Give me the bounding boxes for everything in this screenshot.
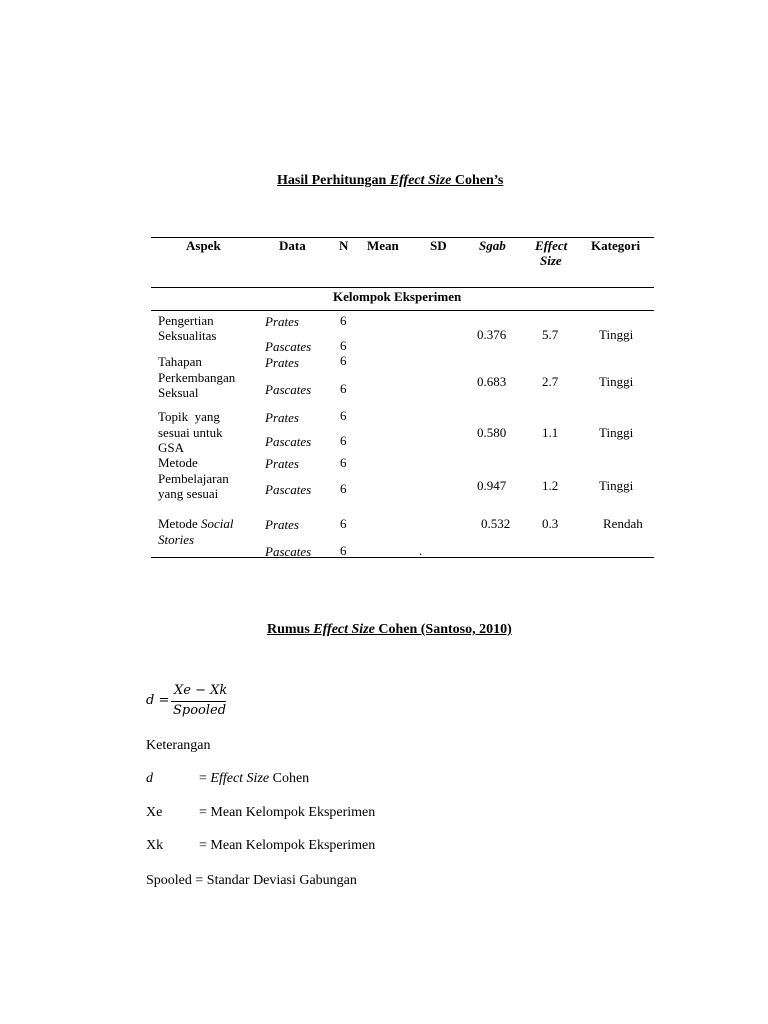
row1-n-prates: 6 bbox=[340, 313, 347, 328]
header-sd: SD bbox=[430, 238, 447, 253]
def-xk-text: = Mean Kelompok Eksperimen bbox=[199, 838, 376, 853]
row2-prates: Prates bbox=[265, 355, 299, 370]
row3-n-pascates: 6 bbox=[340, 433, 347, 448]
row3-n-prates: 6 bbox=[340, 408, 347, 423]
header-bottom-rule bbox=[151, 287, 654, 288]
row2-aspek-2: Perkembangan bbox=[158, 370, 236, 385]
def-d-term: d bbox=[146, 771, 153, 786]
header-sgab: Sgab bbox=[479, 238, 506, 253]
row3-aspek-1: Topik yang bbox=[158, 409, 220, 424]
header-data: Data bbox=[279, 238, 306, 253]
row3-prates: Prates bbox=[265, 410, 299, 425]
row5-trailing-mark: . bbox=[419, 543, 423, 558]
row2-n-pascates: 6 bbox=[340, 381, 347, 396]
row5-sgab: 0.532 bbox=[481, 516, 511, 531]
row4-pascates: Pascates bbox=[265, 482, 312, 497]
row4-n-prates: 6 bbox=[340, 455, 347, 470]
row1-aspek-1: Pengertian bbox=[158, 313, 214, 328]
header-mean: Mean bbox=[367, 238, 399, 253]
row3-sgab: 0.580 bbox=[477, 425, 507, 440]
row1-aspek-2: Seksualitas bbox=[158, 328, 217, 343]
row4-n-pascates: 6 bbox=[340, 481, 347, 496]
def-spooled: Spooled = Standar Deviasi Gabungan bbox=[146, 873, 357, 888]
formula-title: Rumus Effect Size Cohen (Santoso, 2010) bbox=[267, 622, 512, 637]
row4-aspek-1: Metode bbox=[158, 455, 198, 470]
row3-pascates: Pascates bbox=[265, 434, 312, 449]
row4-aspek-2: Pembelajaran bbox=[158, 471, 229, 486]
row2-sgab: 0.683 bbox=[477, 374, 507, 389]
row2-aspek-3: Seksual bbox=[158, 385, 199, 400]
group-label: Kelompok Eksperimen bbox=[333, 289, 462, 304]
header-kategori: Kategori bbox=[591, 238, 641, 253]
row4-kategori: Tinggi bbox=[599, 478, 634, 493]
keterangan-label: Keterangan bbox=[146, 738, 211, 753]
row4-effect-size: 1.2 bbox=[542, 478, 559, 493]
row5-aspek-1: Metode Social bbox=[158, 516, 234, 531]
row2-aspek-1: Tahapan bbox=[158, 354, 202, 369]
formula-denominator: Spooled bbox=[173, 703, 227, 718]
row5-n-prates: 6 bbox=[340, 516, 347, 531]
group-bottom-rule bbox=[151, 310, 654, 311]
header-effect-size-2: Size bbox=[540, 253, 562, 268]
row1-pascates: Pascates bbox=[265, 339, 312, 354]
def-xe-term: Xe bbox=[146, 805, 163, 820]
formula-fraction-bar bbox=[171, 701, 226, 702]
row2-n-prates: 6 bbox=[340, 353, 347, 368]
row1-prates: Prates bbox=[265, 314, 299, 329]
formula-lhs: d = bbox=[146, 693, 170, 708]
row3-aspek-2: sesuai untuk bbox=[158, 425, 223, 440]
row5-prates: Prates bbox=[265, 517, 299, 532]
def-xk-term: Xk bbox=[146, 838, 164, 853]
row2-pascates: Pascates bbox=[265, 382, 312, 397]
table-title: Hasil Perhitungan Effect Size Cohen’s bbox=[277, 173, 504, 188]
header-n: N bbox=[339, 238, 349, 253]
row3-aspek-3: GSA bbox=[158, 440, 185, 455]
table-top-rule bbox=[151, 237, 654, 238]
row2-effect-size: 2.7 bbox=[542, 374, 559, 389]
row1-n-pascates: 6 bbox=[340, 338, 347, 353]
row2-kategori: Tinggi bbox=[599, 374, 634, 389]
formula-numerator: Xe − Xk bbox=[174, 683, 228, 698]
def-xe-text: = Mean Kelompok Eksperimen bbox=[199, 805, 376, 820]
row1-effect-size: 5.7 bbox=[542, 327, 559, 342]
row5-effect-size: 0.3 bbox=[542, 516, 559, 531]
row3-kategori: Tinggi bbox=[599, 425, 634, 440]
row1-sgab: 0.376 bbox=[477, 327, 507, 342]
row4-prates: Prates bbox=[265, 456, 299, 471]
def-d-text: = Effect Size Cohen bbox=[199, 771, 310, 786]
row5-n-pascates: 6 bbox=[340, 543, 347, 558]
row5-aspek-2: Stories bbox=[158, 532, 195, 547]
table-bottom-rule bbox=[151, 557, 654, 558]
row3-effect-size: 1.1 bbox=[542, 425, 559, 440]
row5-pascates: Pascates bbox=[265, 544, 312, 559]
row1-kategori: Tinggi bbox=[599, 327, 634, 342]
header-effect-size-1: Effect bbox=[535, 238, 568, 253]
header-aspek: Aspek bbox=[186, 238, 221, 253]
row5-kategori: Rendah bbox=[603, 516, 643, 531]
row4-aspek-3: yang sesuai bbox=[158, 486, 219, 501]
row4-sgab: 0.947 bbox=[477, 478, 507, 493]
